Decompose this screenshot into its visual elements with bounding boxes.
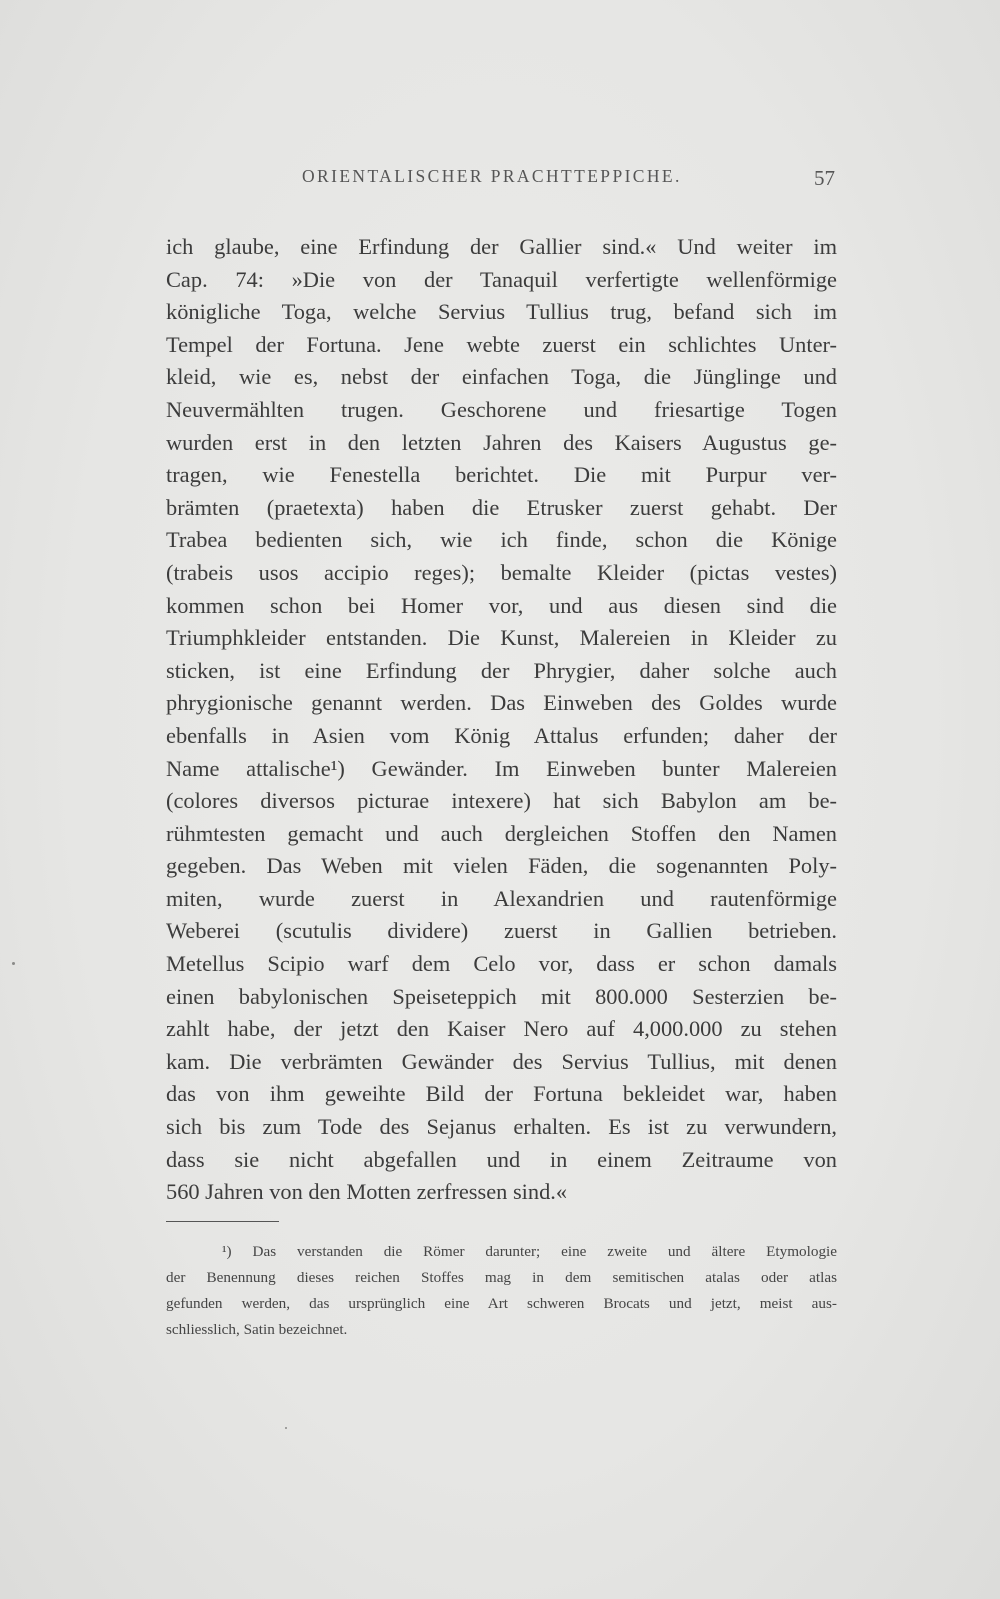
text-line: (colores diversos picturae intexere) hat sich Babylon am be- (166, 788, 837, 814)
footnote-divider (166, 1221, 279, 1222)
text-line: sich bis zum Tode des Sejanus erhalten. Es ist zu verwundern, (166, 1114, 837, 1140)
text-line: tragen, wie Fenestella berichtet. Die mit Purpur ver- (166, 462, 837, 488)
footnote (166, 1239, 837, 1343)
text-line: Triumphkleider entstanden. Die Kunst, Malereien in Kleider zu (166, 625, 837, 651)
footnote-line: ¹) Das verstanden die Römer darunter; eine zweite und ältere Etymologie (222, 1243, 837, 1260)
text-line: königliche Toga, welche Servius Tullius trug, befand sich im (166, 299, 837, 325)
text-line: zahlt habe, der jetzt den Kaiser Nero auf 4,000.000 zu stehen (166, 1016, 837, 1042)
text-line: Metellus Scipio warf dem Celo vor, dass er schon damals (166, 951, 837, 977)
text-line: Name attalische¹) Gewänder. Im Einweben bunter Malereien (166, 755, 837, 781)
body-text (166, 231, 837, 1209)
text-line: Trabea bedienten sich, wie ich finde, schon die Könige (166, 527, 837, 553)
footnote-line: schliesslich, Satin bezeichnet. (166, 1321, 348, 1338)
text-line: kommen schon bei Homer vor, und aus diesen sind die (166, 592, 837, 618)
text-line: sticken, ist eine Erfindung der Phrygier, daher solche auch (166, 657, 837, 683)
text-line: einen babylonischen Speiseteppich mit 800.000 Sesterzien be- (166, 983, 837, 1009)
footnote-line: der Benennung dieses reichen Stoffes mag in dem semitischen atalas oder atlas (166, 1269, 837, 1286)
text-line: Weberei (scutulis dividere) zuerst in Gallien betrieben. (166, 918, 837, 944)
text-line: Tempel der Fortuna. Jene webte zuerst ein schlichtes Unter- (166, 331, 837, 357)
footnote-line: gefunden werden, das ursprünglich eine Art schweren Brocats und jetzt, meist aus- (166, 1295, 837, 1312)
text-line: miten, wurde zuerst in Alexandrien und rautenförmige (166, 885, 837, 911)
text-line: brämten (praetexta) haben die Etrusker zuerst gehabt. Der (166, 494, 837, 520)
text-line: Cap. 74: »Die von der Tanaquil verfertigte wellenförmige (166, 266, 837, 292)
page-number: 57 (814, 166, 835, 190)
text-line: phrygionische genannt werden. Das Einweben des Goldes wurde (166, 690, 837, 716)
text-line: ebenfalls in Asien vom König Attalus erfunden; daher der (166, 722, 837, 748)
text-line: dass sie nicht abgefallen und in einem Zeitraume von (166, 1146, 837, 1172)
text-line: Neuvermählten trugen. Geschorene und friesartige Togen (166, 396, 837, 422)
text-line: wurden erst in den letzten Jahren des Kaisers Augustus ge- (166, 429, 837, 455)
text-line: kleid, wie es, nebst der einfachen Toga, die Jünglinge und (166, 364, 837, 390)
text-line: ich glaube, eine Erfindung der Gallier sind.« Und weiter im (166, 234, 837, 259)
running-head-title: ORIENTALISCHER PRACHTTEPPICHE. (302, 166, 682, 186)
text-line: kam. Die verbrämten Gewänder des Servius Tullius, mit denen (166, 1048, 837, 1074)
text-line: rühmtesten gemacht und auch dergleichen Stoffen den Namen (166, 820, 837, 846)
text-line: gegeben. Das Weben mit vielen Fäden, die sogenannten Poly- (166, 853, 837, 879)
text-line: (trabeis usos accipio reges); bemalte Kleider (pictas vestes) (166, 559, 837, 585)
text-line: 560 Jahren von den Motten zerfressen sind.« (166, 1179, 568, 1205)
paper-speck (285, 1427, 287, 1429)
text-line: das von ihm geweihte Bild der Fortuna bekleidet war, haben (166, 1081, 837, 1107)
paper-speck (12, 962, 15, 965)
